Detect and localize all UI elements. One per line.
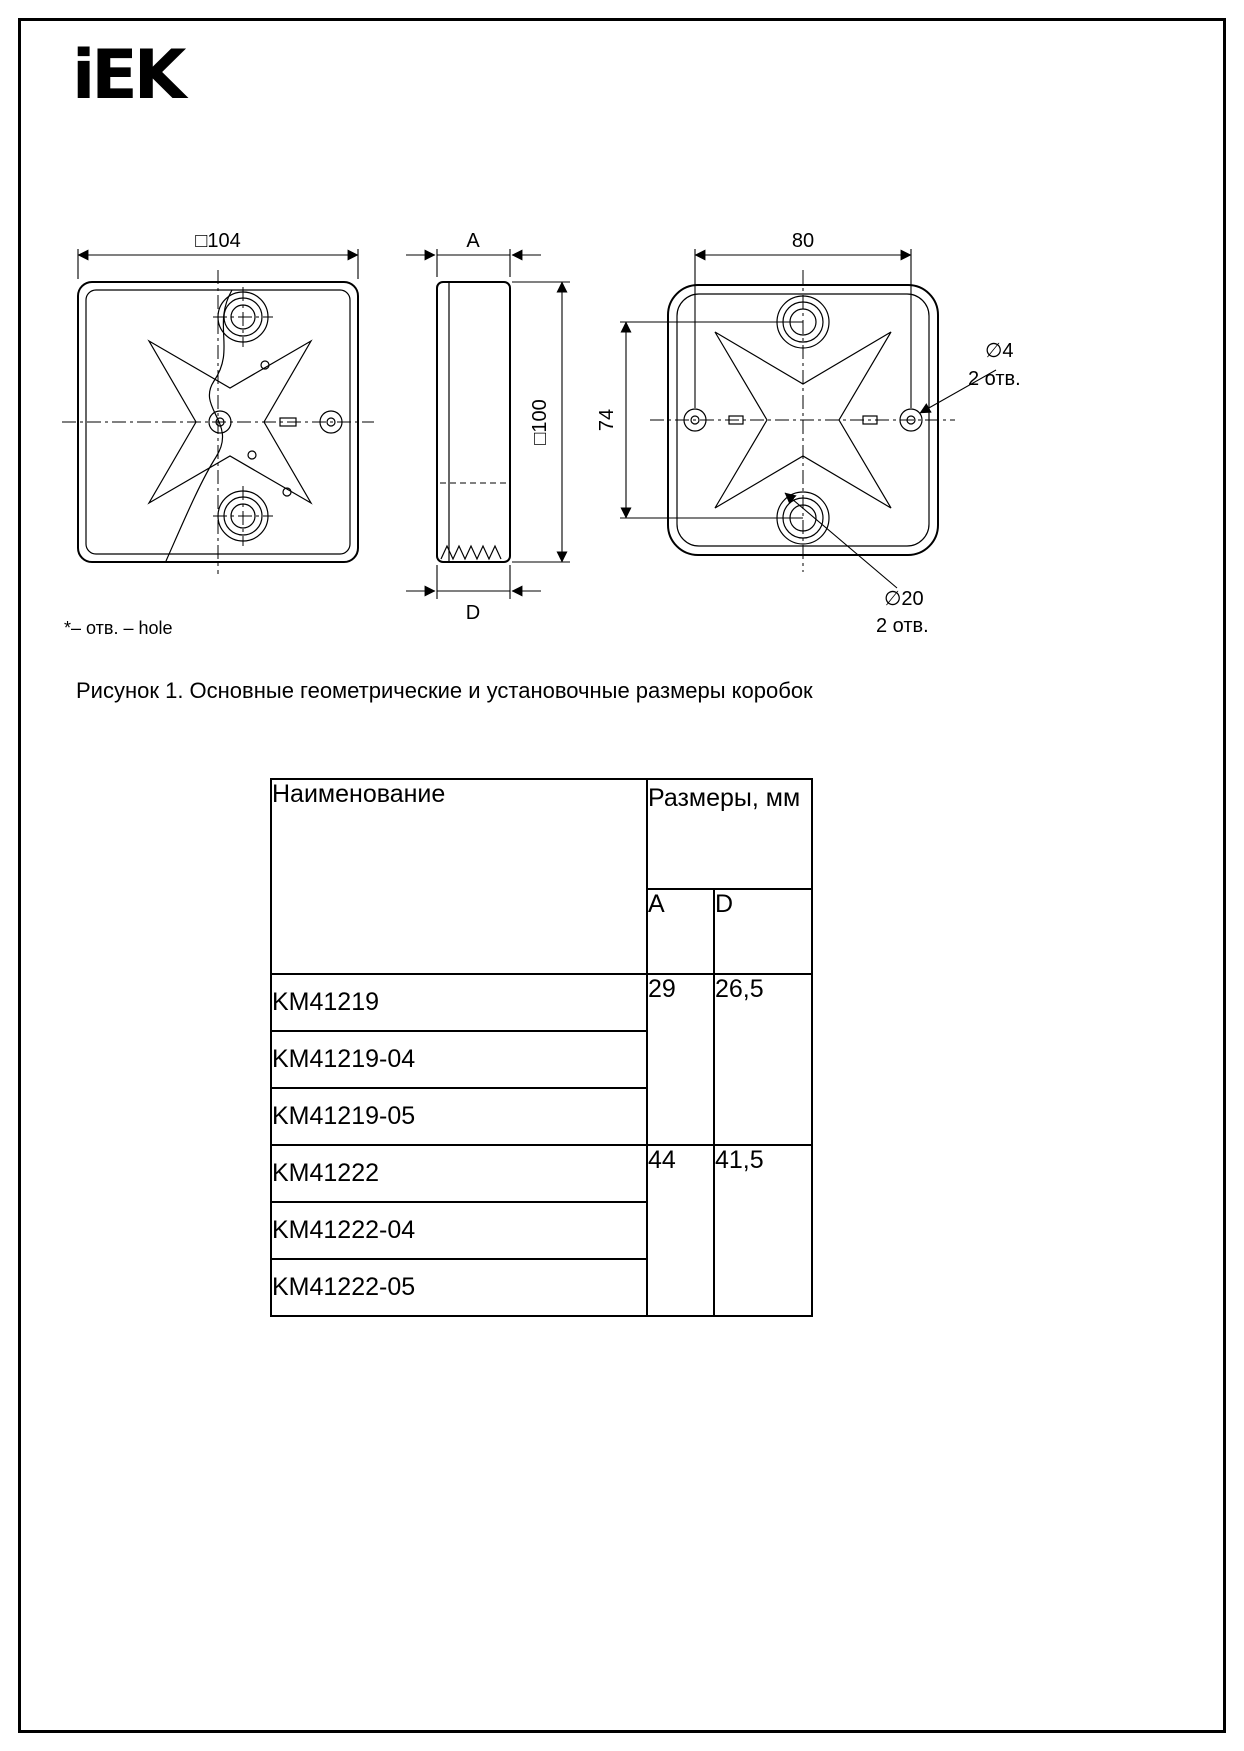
col-header-d: D	[714, 889, 812, 974]
value-d-group1: 26,5	[714, 974, 812, 1145]
dimensions-table	[270, 778, 813, 1317]
dim-label-width: □104	[195, 230, 241, 252]
value-a-group2: 44	[647, 1145, 714, 1316]
col-header-sizes: Размеры, мм	[647, 779, 812, 889]
callout-knockout-qty: 2 отв.	[876, 615, 929, 637]
footnote: *– отв. – hole	[64, 618, 173, 638]
knockout-bottom	[213, 486, 273, 546]
technical-drawing	[0, 225, 1244, 655]
dim-label-74: 74	[596, 408, 618, 432]
table-row-name: KM41222-04	[271, 1202, 647, 1259]
callout-small-hole-qty: 2 отв.	[968, 368, 1021, 390]
iek-logo: iEK	[72, 36, 183, 115]
hatch	[441, 546, 501, 559]
table-row-name: KM41222-05	[271, 1259, 647, 1316]
col-header-a: A	[647, 889, 714, 974]
figure-caption: Рисунок 1. Основные геометрические и установочные размеры коробок	[76, 678, 813, 703]
dimensions-table-container	[270, 778, 813, 1317]
side-view	[406, 230, 570, 624]
knockout-top	[213, 287, 273, 347]
table-row-name: KM41219	[271, 974, 647, 1031]
dim-label-height: □100	[529, 399, 551, 445]
table-row-name: KM41219-04	[271, 1031, 647, 1088]
back-view	[596, 230, 1021, 637]
dim-label-a: A	[466, 230, 480, 252]
col-header-name: Наименование	[271, 779, 647, 974]
value-a-group1: 29	[647, 974, 714, 1145]
table-row-name: KM41219-05	[271, 1088, 647, 1145]
callout-knockout-dia: ∅20	[884, 588, 924, 610]
callout-small-hole-dia: ∅4	[985, 340, 1014, 362]
table-row-name: KM41222	[271, 1145, 647, 1202]
dim-label-d: D	[465, 602, 481, 624]
front-view	[62, 230, 374, 574]
dim-label-80: 80	[791, 230, 815, 252]
value-d-group2: 41,5	[714, 1145, 812, 1316]
